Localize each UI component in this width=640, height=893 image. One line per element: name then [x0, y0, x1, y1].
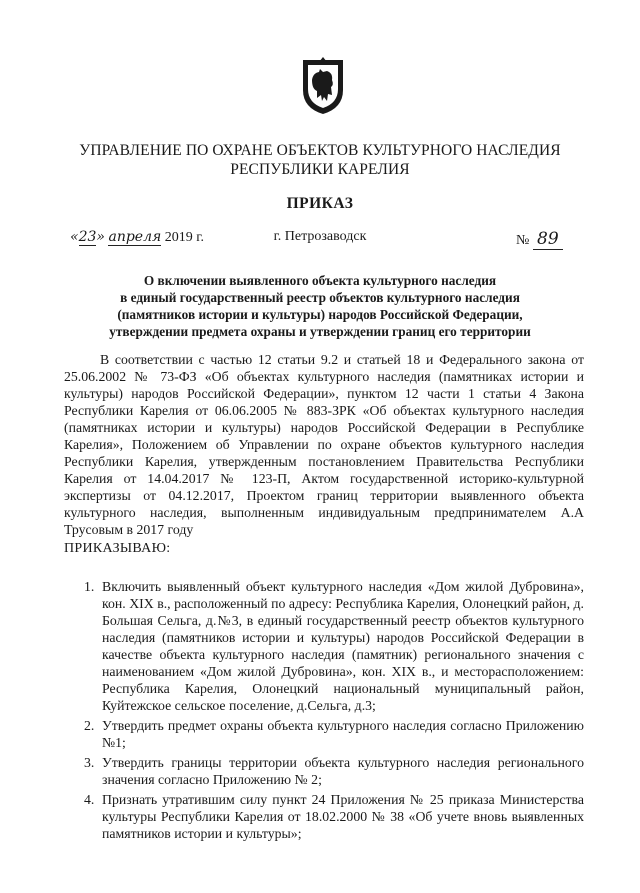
item-number: 1. — [84, 579, 95, 594]
subject-line: в единый государственный реестр объектов культурного наследия — [120, 290, 520, 305]
item-text: Утвердить предмет охраны объекта культурного наследия согласно Приложению №1; — [102, 718, 584, 750]
date-day: 23 — [78, 229, 97, 245]
subject-line: утверждении предмета охраны и утверждении границ его территории — [109, 324, 531, 339]
order-number — [516, 229, 563, 250]
list-item — [64, 717, 584, 751]
item-text: Признать утратившим силу пункт 24 Приложения № 25 приказа Министерства культуры Республики Карелия от 18.02.2000 № 38 «Об учете вновь выявленных памятников истории и культуры»; — [102, 792, 584, 841]
date-year: 2019 г. — [164, 230, 204, 245]
document-type-title: ПРИКАЗ — [286, 195, 354, 212]
city: г. Петрозаводск — [273, 229, 367, 244]
list-item — [64, 754, 584, 788]
item-text: Включить выявленный объект культурного наследия «Дом жилой Дубровина», кон. XIX в., расположенный по адресу: Республика Карелия, Олонецкий район, д. Большая Сельга, д.№3, в единый государственный реестр объектов культурного наследия (памятников истории и культуры) народов Российской Федерации в качестве объекта культурного наследия (памятник) регионального значения с наименованием «Дом жилой Дубровина», кон. XIX в., и месторасположением: Республика Карелия, Олонецкий национальный муниципальный район, Куйтежское сельское поселение, д.Сельга, д.3; — [102, 579, 584, 713]
karelia-coat-of-arms-icon — [300, 56, 346, 116]
item-number: 2. — [84, 718, 95, 733]
list-item — [64, 578, 584, 714]
agency-name-line1: УПРАВЛЕНИЕ ПО ОХРАНЕ ОБЪЕКТОВ КУЛЬТУРНОГО НАСЛЕДИЯ — [79, 142, 561, 159]
date-month: апреля — [108, 229, 162, 245]
number-prefix: № — [516, 233, 530, 248]
subject-line: (памятников истории и культуры) народов Российской Федерации, — [117, 307, 523, 322]
order-subject — [80, 272, 560, 340]
date-open-quote: « — [70, 229, 79, 245]
item-number: 4. — [84, 792, 95, 807]
preamble-paragraph: В соответствии с частью 12 статьи 9.2 и статьей 18 и Федерального закона от 25.06.2002 № 73-ФЗ «Об объектах культурного наследия (памятниках истории и культуры) народов Российской Федерации», пунктом 12 части 1 статьи 4 Закона Республики Карелия от 06.06.2005 № 883-ЗРК «Об объектах культурного наследия (памятниках истории и культуры) народов Российской Федерации в Республике Карелия», Положением об Управлении по охране объектов культурного наследия Республики Карелия, утвержденным постановлением Правительства Республики Карелия от 14.04.2017 № 123-П, Актом государственной историко-культурной экспертизы от 04.12.2017, Проектом границ территории выявленного объекта культурного наследия, выполненным индивидуальным предпринимателем А.А Трусовым в 2017 году — [64, 352, 584, 537]
list-item — [64, 791, 584, 842]
date-close-quote: » — [96, 229, 105, 245]
agency-name-line2: РЕСПУБЛИКИ КАРЕЛИЯ — [230, 161, 410, 178]
item-text: Утвердить границы территории объекта культурного наследия регионального значения согласно Приложению № 2; — [102, 755, 584, 787]
number-value: 89 — [533, 229, 563, 250]
item-number: 3. — [84, 755, 95, 770]
prikazyvayu-heading: ПРИКАЗЫВАЮ: — [64, 541, 171, 556]
order-items-list — [64, 578, 584, 845]
subject-line: О включении выявленного объекта культурного наследия — [143, 273, 497, 288]
